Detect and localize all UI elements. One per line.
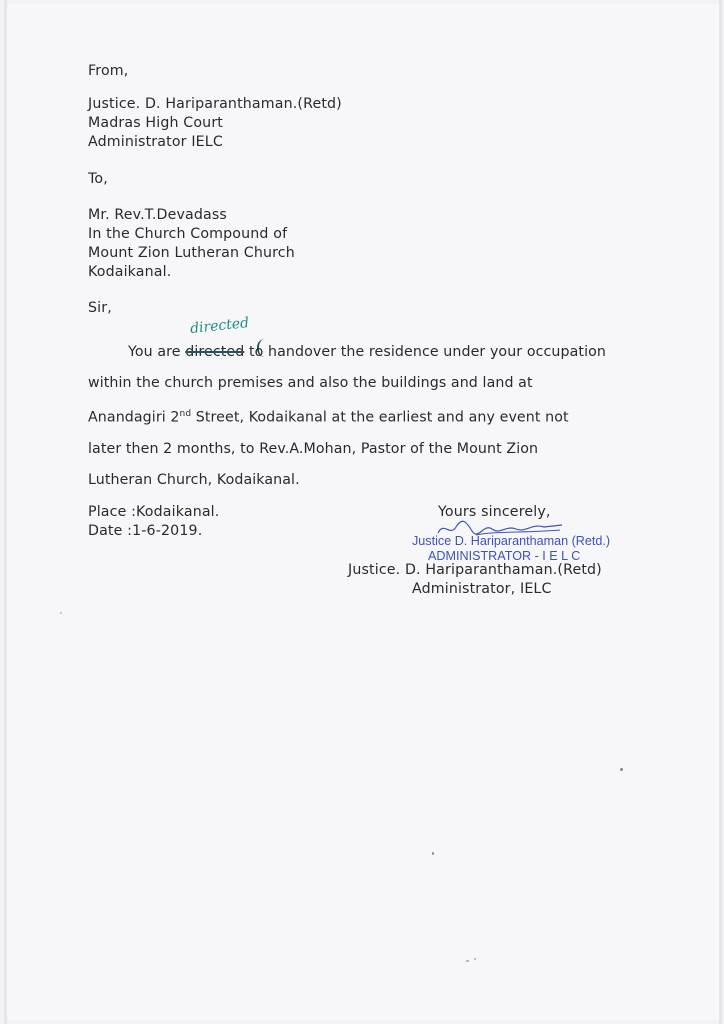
scan-speck bbox=[620, 768, 623, 771]
stamp-name: Justice D. Hariparanthaman (Retd.) bbox=[412, 534, 611, 548]
to-line-city: Kodaikanal. bbox=[88, 264, 172, 280]
scan-speck bbox=[474, 958, 476, 960]
from-line-name: Justice. D. Hariparanthaman.(Retd) bbox=[88, 96, 342, 112]
scan-edge-right bbox=[719, 0, 722, 1024]
body-line-1 bbox=[88, 337, 658, 368]
scan-speck bbox=[466, 960, 469, 962]
body-line-4: later then 2 months, to Rev.A.Mohan, Pastor of the Mount Zion bbox=[88, 440, 539, 457]
signatory-name: Justice. D. Hariparanthaman.(Retd) bbox=[348, 562, 602, 578]
from-line-designation: Administrator IELC bbox=[88, 134, 223, 150]
place-line: Place :Kodaikanal. bbox=[88, 504, 220, 520]
scan-speck bbox=[60, 612, 62, 614]
body-line-2: within the church premises and also the buildings and land at bbox=[88, 375, 533, 391]
valediction: Yours sincerely, bbox=[438, 504, 551, 520]
body-line-1-rest: to handover the residence under your occupation bbox=[248, 344, 606, 360]
salutation: Sir, bbox=[88, 300, 112, 316]
stamp-title: ADMINISTRATOR - I E L C bbox=[428, 549, 581, 563]
to-heading: To, bbox=[88, 171, 108, 187]
date-line: Date :1-6-2019. bbox=[88, 523, 203, 539]
to-line-address-1: In the Church Compound of bbox=[88, 226, 288, 242]
body-line-3-rest: Street, Kodaikanal at the earliest and any event not bbox=[191, 409, 569, 426]
from-heading: From, bbox=[88, 63, 129, 79]
body-prefix: You are bbox=[128, 344, 186, 360]
to-line-address-2: Mount Zion Lutheran Church bbox=[88, 245, 295, 261]
letter-body bbox=[88, 337, 658, 496]
scan-speck bbox=[432, 852, 434, 855]
scan-edge-left bbox=[4, 0, 7, 1024]
to-line-name: Mr. Rev.T.Devadass bbox=[88, 207, 227, 223]
body-line-5: Lutheran Church, Kodaikanal. bbox=[88, 471, 300, 488]
handwritten-correction: directed bbox=[189, 314, 250, 338]
ordinal-suffix: nd bbox=[179, 409, 192, 419]
body-line-3 bbox=[88, 399, 658, 434]
body-line-3-start: Anandagiri 2 bbox=[88, 409, 180, 426]
struck-word: directed bbox=[185, 344, 245, 360]
from-line-court: Madras High Court bbox=[88, 115, 224, 131]
signatory-title: Administrator, IELC bbox=[412, 581, 552, 597]
